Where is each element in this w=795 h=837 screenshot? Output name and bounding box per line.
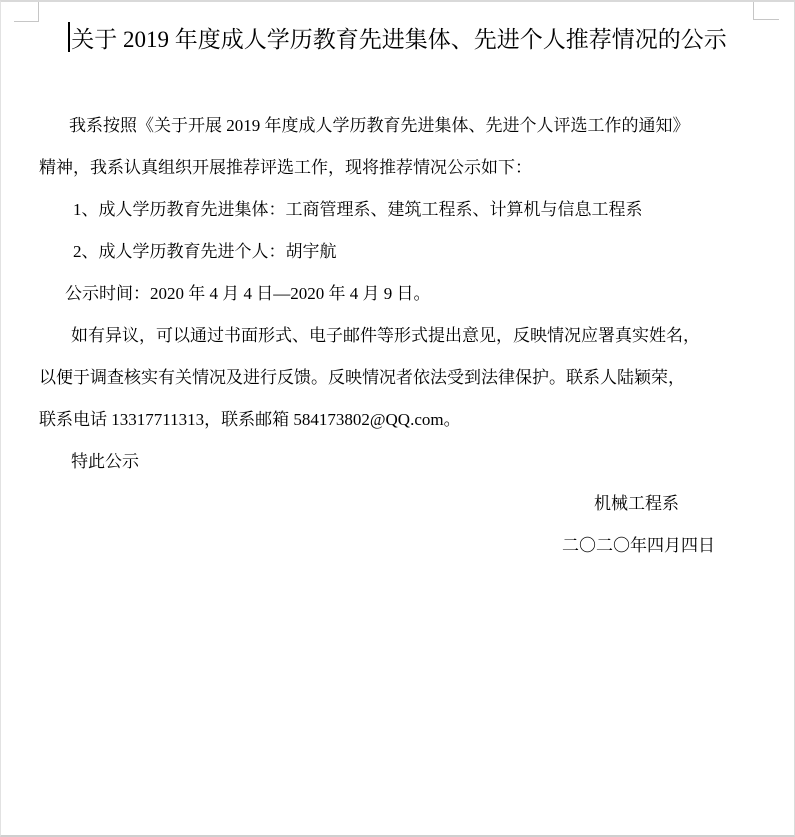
text-cursor-icon — [68, 22, 70, 52]
document-title[interactable] — [41, 22, 754, 58]
paragraph-objection-line2[interactable]: 以便于调查核实有关情况及进行反馈。反映情况者依法受到法律保护。联系人陆颖荣， — [39, 368, 685, 387]
margin-crop-mark-top-left — [38, 2, 39, 22]
paragraph-objection-line3[interactable]: 联系电话 13317711313，联系邮箱 584173802@QQ.com。 — [39, 410, 461, 429]
signature-date[interactable]: 二〇二〇年四月四日 — [562, 536, 715, 555]
margin-crop-mark-top-right — [753, 19, 779, 20]
signature-department[interactable]: 机械工程系 — [594, 494, 679, 513]
paragraph-intro-line2[interactable]: 精神，我系认真组织开展推荐评选工作，现将推荐情况公示如下： — [39, 158, 532, 177]
list-item-advanced-collective[interactable]: 1、成人学历教育先进集体：工商管理系、建筑工程系、计算机与信息工程系 — [73, 200, 643, 219]
list-item-advanced-individual[interactable]: 2、成人学历教育先进个人：胡宇航 — [73, 242, 337, 261]
paragraph-objection-line1[interactable]: 如有异议，可以通过书面形式、电子邮件等形式提出意见，反映情况应署真实姓名， — [71, 326, 700, 345]
paragraph-closing[interactable]: 特此公示 — [71, 452, 139, 471]
paragraph-intro-line1[interactable]: 我系按照《关于开展 2019 年度成人学历教育先进集体、先进个人评选工作的通知》 — [69, 116, 690, 135]
document-body — [1, 105, 794, 567]
margin-crop-mark-top-left — [14, 21, 39, 22]
document-title-text: 关于 2019 年度成人学历教育先进集体、先进个人推荐情况的公示 — [71, 27, 727, 52]
paragraph-publicity-period[interactable]: 公示时间：2020 年 4 月 4 日—2020 年 4 月 9 日。 — [65, 284, 431, 303]
margin-crop-mark-top-right — [753, 2, 754, 20]
